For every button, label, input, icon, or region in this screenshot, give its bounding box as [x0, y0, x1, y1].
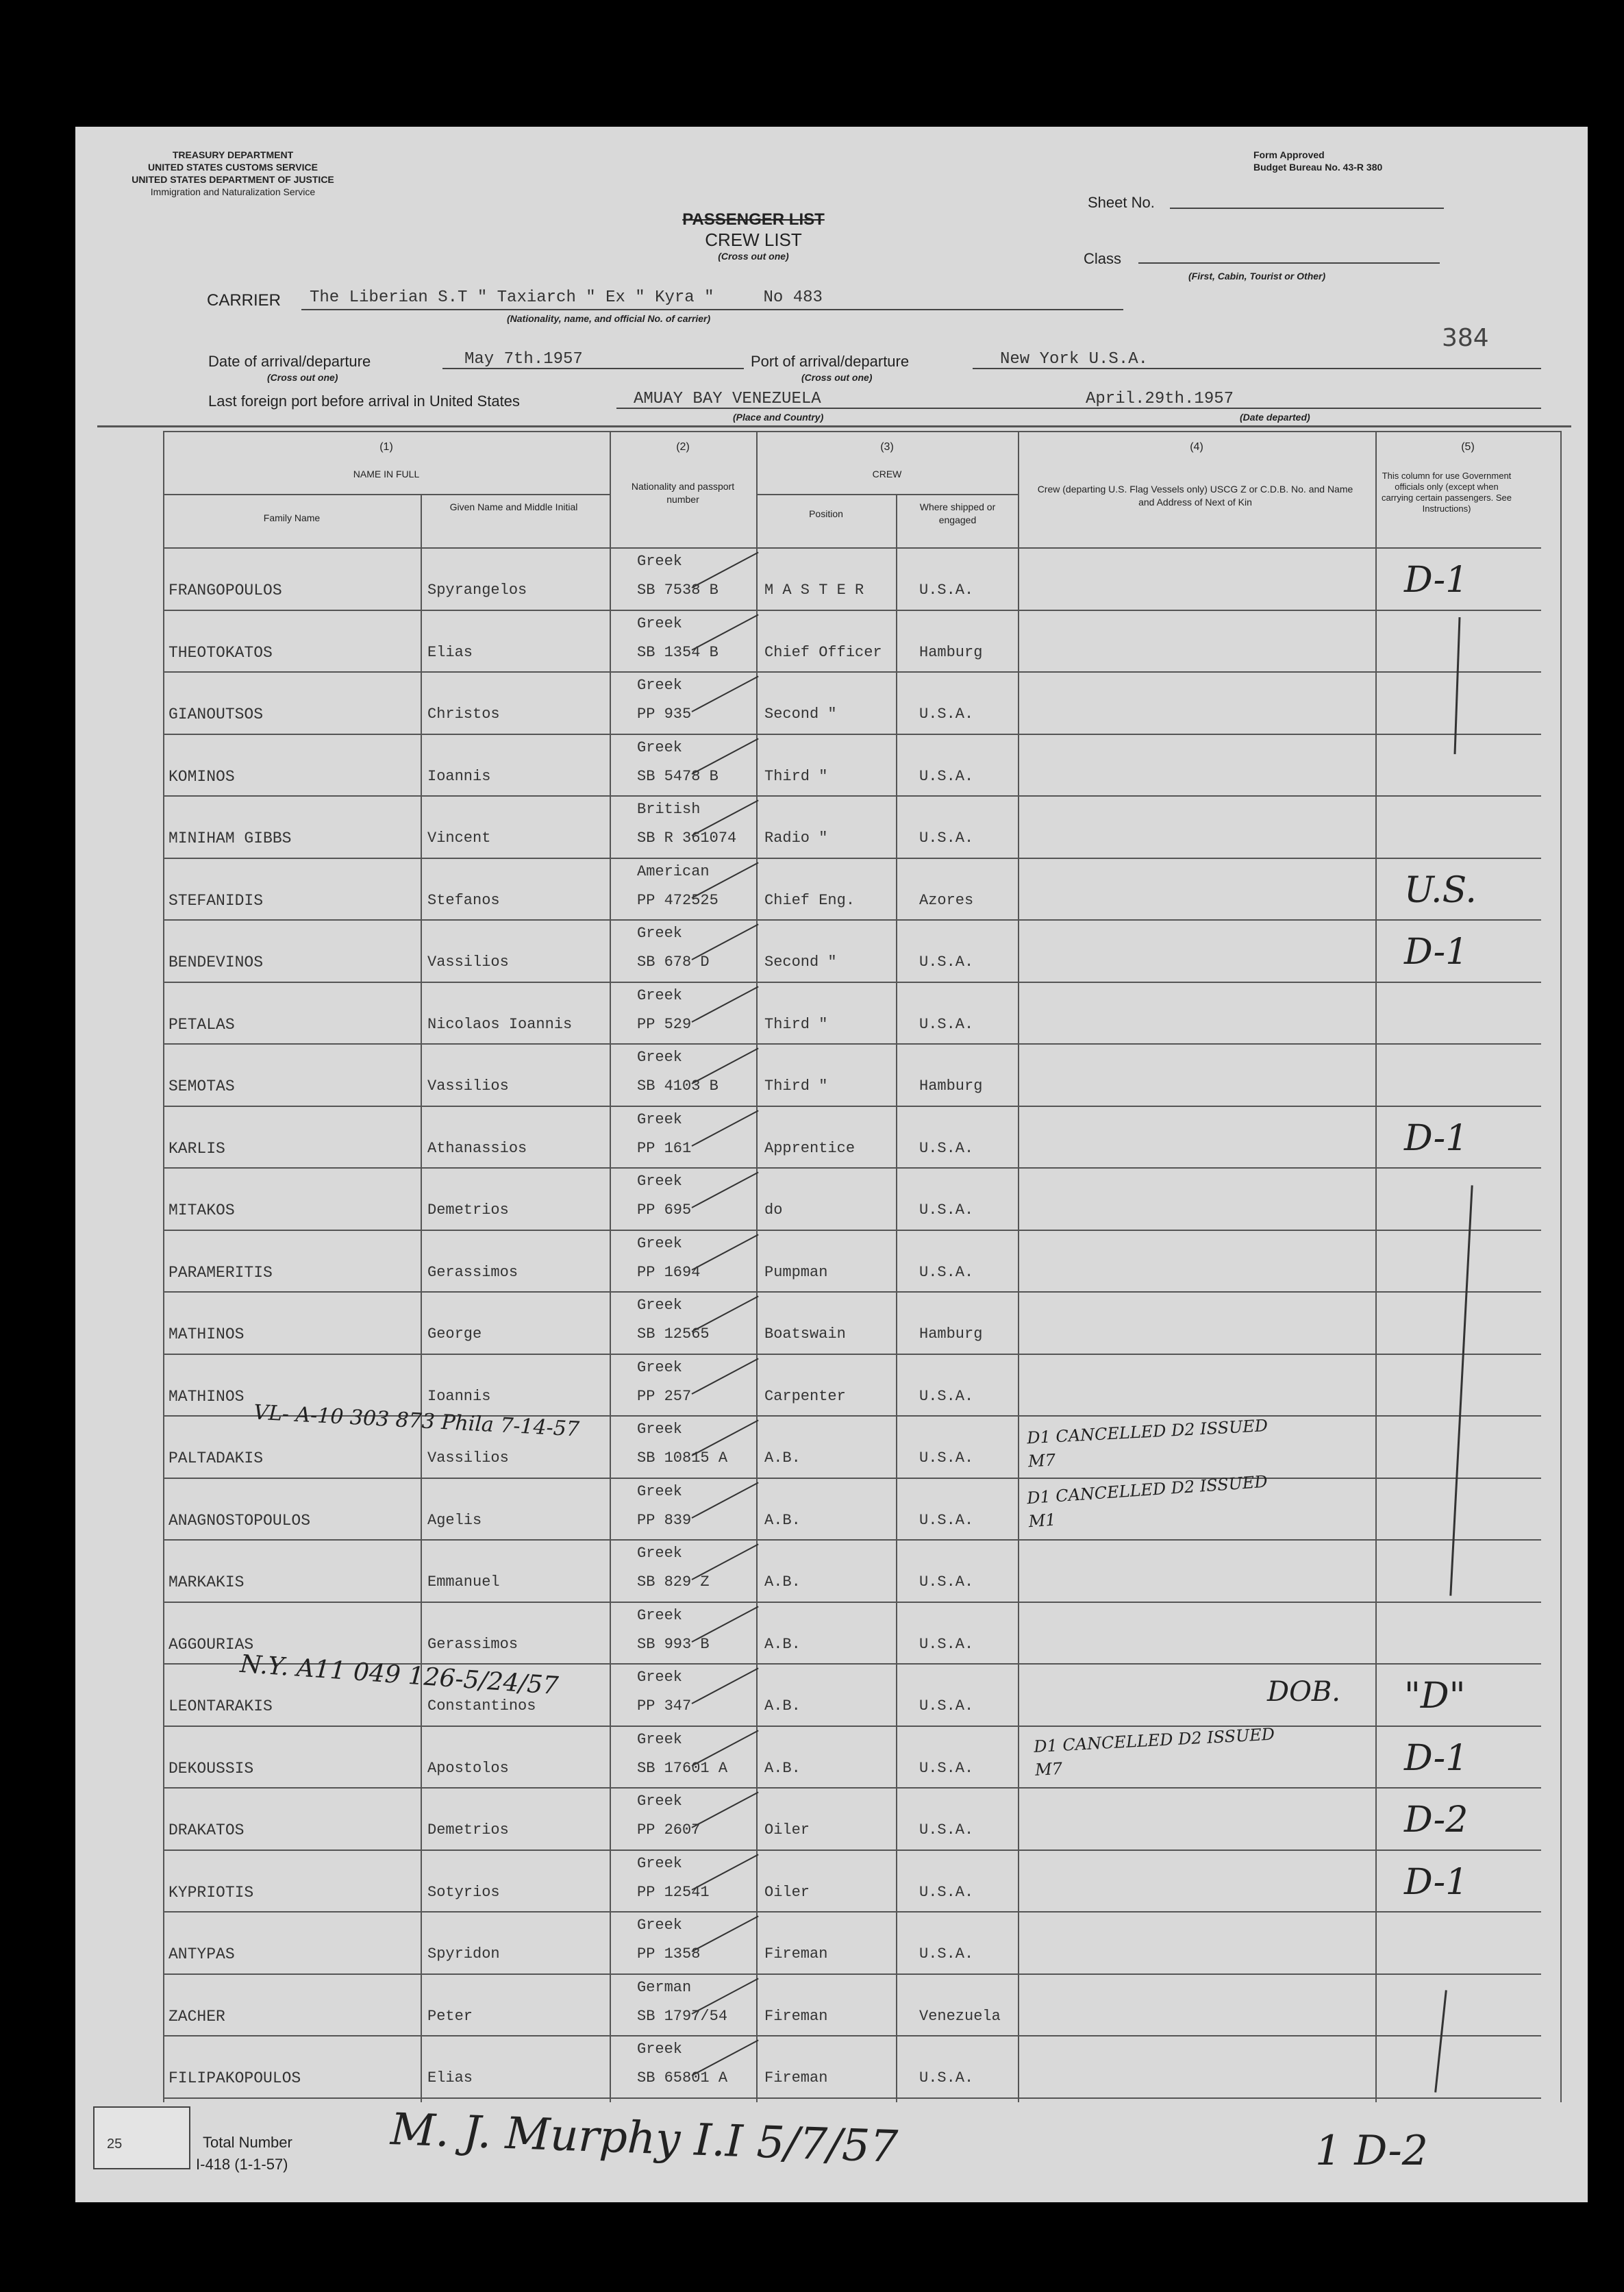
row-divider	[163, 610, 1541, 611]
passport-number: SB 7538 B	[637, 582, 719, 599]
pen-strike-passport	[692, 1667, 759, 1704]
given-name: Ioannis	[427, 768, 491, 785]
class-label: Class	[1084, 250, 1122, 267]
row-divider	[163, 1726, 1541, 1727]
col4-description: Crew (departing U.S. Flag Vessels only) USCG Z or C.D.B. No. and Name and Address of Next of Kin	[1037, 484, 1353, 508]
agency-line-4: Immigration and Naturalization Service	[150, 186, 316, 197]
crew-position: A.B.	[764, 1573, 801, 1591]
table-top-border-2	[163, 431, 1560, 432]
row-divider	[163, 795, 1541, 797]
total-number-box	[93, 2106, 190, 2169]
shipped-where: U.S.A.	[919, 1016, 974, 1033]
nationality: Greek	[637, 2041, 683, 2058]
date-departed-line	[1055, 408, 1541, 409]
given-name: Stefanos	[427, 892, 500, 909]
crew-position: Pumpman	[764, 1264, 828, 1281]
col-given-header: Given Name and Middle Initial	[449, 501, 578, 512]
crew-position: do	[764, 1201, 783, 1219]
row-divider	[163, 1911, 1541, 1913]
shipped-where: U.S.A.	[919, 954, 974, 971]
family-name: DRAKATOS	[168, 1821, 245, 1839]
pen-strike-passport	[692, 1171, 759, 1208]
family-name: MATHINOS	[168, 1325, 245, 1343]
col-divider-nat	[756, 431, 758, 2102]
paltadakis-note: VL- A-10 303 873 Phila 7-14-57	[253, 1400, 580, 1442]
total-number-label: Total Number	[203, 2134, 292, 2151]
port-value: New York U.S.A.	[1000, 350, 1149, 369]
date-hint: (Cross out one)	[267, 372, 338, 383]
row-divider	[163, 1043, 1541, 1045]
passport-number: SB 1354 B	[637, 644, 719, 661]
budget-bureau: Budget Bureau No. 43-R 380	[1253, 162, 1383, 173]
nationality: Greek	[637, 1049, 683, 1066]
crew-position: M A S T E R	[764, 582, 864, 599]
passport-number: PP 257	[637, 1388, 692, 1405]
shipped-where: U.S.A.	[919, 1945, 974, 1963]
family-name: MATHINOS	[168, 1388, 245, 1406]
given-name: Ioannis	[427, 1388, 491, 1405]
list-title-block	[651, 210, 856, 262]
shipped-where: U.S.A.	[919, 1697, 974, 1715]
family-name: ANTYPAS	[168, 1945, 235, 1963]
family-name: ANAGNOSTOPOULOS	[168, 1512, 311, 1530]
row-divider	[163, 1167, 1541, 1169]
carrier-hint: (Nationality, name, and official No. of carrier)	[507, 313, 711, 324]
sheet-no-line	[1170, 208, 1444, 209]
port-line	[973, 368, 1541, 369]
given-name: Agelis	[427, 1512, 482, 1529]
family-name: KYPRIOTIS	[168, 1884, 254, 1902]
nationality: Greek	[637, 1545, 683, 1562]
family-name: SEMOTAS	[168, 1078, 235, 1095]
c4-note-dekoussis: D1 CANCELLED D2 ISSUED M7	[1033, 1724, 1275, 1780]
nationality: Greek	[637, 1855, 683, 1872]
passport-number: PP 12541	[637, 1884, 710, 1901]
class-hint: (First, Cabin, Tourist or Other)	[1188, 271, 1326, 282]
crew-position: A.B.	[764, 1760, 801, 1777]
passport-number: SB 993 B	[637, 1636, 710, 1653]
given-name: Demetrios	[427, 1821, 509, 1839]
shipped-where: U.S.A.	[919, 1512, 974, 1529]
given-name: Nicolaos Ioannis	[427, 1016, 573, 1033]
passport-number: SB 1797/54	[637, 2008, 728, 2025]
row-divider	[163, 1230, 1541, 1231]
shipped-where: Venezuela	[919, 2008, 1001, 2025]
nationality: Greek	[637, 615, 683, 632]
passport-number: PP 695	[637, 1201, 692, 1219]
c5-disposition: D-1	[1404, 1118, 1469, 1159]
crew-position: Oiler	[764, 1821, 810, 1839]
given-name: Apostolos	[427, 1760, 509, 1777]
shipped-where: U.S.A.	[919, 2069, 974, 2087]
nationality: Greek	[637, 677, 683, 694]
given-name: Elias	[427, 2069, 473, 2087]
nationality: Greek	[637, 1483, 683, 1500]
crew-subheader-line	[756, 494, 1018, 495]
family-name: PETALAS	[168, 1016, 235, 1034]
family-name: KOMINOS	[168, 768, 235, 786]
crew-position: Third "	[764, 1016, 828, 1033]
last-port-label: Last foreign port before arrival in United States	[208, 393, 520, 410]
family-name: PARAMERITIS	[168, 1264, 273, 1282]
carrier-line	[301, 309, 1123, 310]
shipped-where: U.S.A.	[919, 1140, 974, 1157]
nationality: Greek	[637, 1235, 683, 1252]
shipped-where: U.S.A.	[919, 1821, 974, 1839]
pen-strike-passport	[692, 1295, 759, 1332]
crew-position: Carpenter	[764, 1388, 846, 1405]
passport-number: SB 5478 B	[637, 768, 719, 785]
pen-strike-passport	[692, 1047, 759, 1084]
shipped-where: U.S.A.	[919, 830, 974, 847]
crew-position: A.B.	[764, 1697, 801, 1715]
shipped-where: Hamburg	[919, 1325, 983, 1343]
passport-number: PP 472525	[637, 892, 719, 909]
family-name: THEOTOKATOS	[168, 644, 273, 662]
crew-position: Fireman	[764, 2008, 828, 2025]
crew-position: A.B.	[764, 1636, 801, 1653]
shipped-where: U.S.A.	[919, 1449, 974, 1467]
crew-list-form	[75, 127, 1588, 2202]
col-where-header: Where shipped or engaged	[919, 501, 996, 525]
dob-note: DOB.	[1267, 1676, 1340, 1708]
passport-number: SB 4103 B	[637, 1078, 719, 1095]
nationality: Greek	[637, 1917, 683, 1934]
nationality: Greek	[637, 739, 683, 756]
name-subheader-line	[163, 494, 610, 495]
pen-strike-passport	[692, 1606, 759, 1642]
agency-line-3: UNITED STATES DEPARTMENT OF JUSTICE	[132, 174, 334, 185]
nationality: Greek	[637, 1173, 683, 1190]
pen-strike-passport	[692, 1543, 759, 1580]
date-line	[442, 368, 744, 369]
given-name: Vassilios	[427, 954, 509, 971]
family-name: BENDEVINOS	[168, 954, 264, 971]
crew-position: Chief Officer	[764, 644, 882, 661]
nationality: Greek	[637, 1359, 683, 1376]
row-divider	[163, 1106, 1541, 1107]
footer-disposition: 1 D-2	[1315, 2127, 1428, 2175]
pen-strike-passport	[692, 614, 759, 650]
nationality: Greek	[637, 987, 683, 1004]
date-value: May 7th.1957	[464, 350, 583, 369]
family-name: GIANOUTSOS	[168, 706, 264, 723]
row-divider	[163, 2035, 1541, 2036]
nationality: Greek	[637, 1607, 683, 1624]
shipped-where: Azores	[919, 892, 974, 909]
sheet-no-label: Sheet No.	[1088, 194, 1155, 211]
shipped-where: U.S.A.	[919, 1201, 974, 1219]
family-name: DEKOUSSIS	[168, 1760, 254, 1778]
row-divider	[163, 1291, 1541, 1293]
given-name: George	[427, 1325, 482, 1343]
crew-position: Third "	[764, 768, 828, 785]
crew-position: Second "	[764, 706, 837, 723]
crew-position: A.B.	[764, 1449, 801, 1467]
last-port-value: AMUAY BAY VENEZUELA	[634, 390, 821, 408]
crew-position: Third "	[764, 1078, 828, 1095]
carrier-label: CARRIER	[207, 291, 282, 310]
passport-number: PP 347	[637, 1697, 692, 1715]
passport-number: PP 935	[637, 706, 692, 723]
passport-number: SB 65801 A	[637, 2069, 728, 2087]
passport-number: SB R 361074	[637, 830, 737, 847]
shipped-where: U.S.A.	[919, 1573, 974, 1591]
passport-number: PP 1358	[637, 1945, 701, 1963]
pen-strike-passport	[692, 1482, 759, 1518]
crew-position: Oiler	[764, 1884, 810, 1901]
c4-note-anagnostopoulos: D1 CANCELLED D2 ISSUED M1	[1026, 1471, 1269, 1532]
form-approved-block	[1253, 149, 1382, 173]
c5-pen-line-2	[1449, 1185, 1473, 1595]
nationality: American	[637, 863, 710, 880]
passport-number: SB 12565	[637, 1325, 710, 1343]
port-hint: (Cross out one)	[801, 372, 873, 383]
col5-number: (5)	[1461, 441, 1475, 453]
date-label: Date of arrival/departure	[208, 353, 371, 370]
cross-out-hint: (Cross out one)	[718, 251, 789, 262]
row-divider	[163, 1478, 1541, 1479]
shipped-where: U.S.A.	[919, 1884, 974, 1901]
crew-position: A.B.	[764, 1512, 801, 1529]
port-label: Port of arrival/departure	[751, 353, 910, 370]
col4-number: (4)	[1190, 441, 1203, 453]
passport-number: SB 10815 A	[637, 1449, 728, 1467]
row-divider	[163, 982, 1541, 983]
col-divider-pos	[896, 494, 897, 2102]
given-name: Athanassios	[427, 1140, 527, 1157]
nationality: German	[637, 1979, 692, 1996]
row-divider	[163, 1787, 1541, 1789]
pen-strike-passport	[692, 986, 759, 1022]
pen-strike-passport	[692, 1915, 759, 1952]
crew-position: Boatswain	[764, 1325, 846, 1343]
given-name: Emmanuel	[427, 1573, 500, 1591]
crew-position: Fireman	[764, 2069, 828, 2087]
nationality: Greek	[637, 1793, 683, 1810]
leontarakis-note: N.Y. A11 049 126-5/24/57	[239, 1649, 560, 1701]
col-divider-name	[610, 431, 611, 2102]
row-divider	[163, 1973, 1541, 1975]
passport-number: SB 829 Z	[637, 1573, 710, 1591]
last-port-line	[616, 408, 1103, 409]
row-divider	[163, 1354, 1541, 1355]
pen-strike-passport	[692, 738, 759, 774]
col-right-border	[1560, 431, 1562, 2102]
c4-note-paltadakis: D1 CANCELLED D2 ISSUED M7	[1026, 1416, 1269, 1471]
crew-position: Second "	[764, 954, 837, 971]
shipped-where: U.S.A.	[919, 1760, 974, 1777]
col-family-header: Family Name	[263, 512, 321, 523]
nationality: Greek	[637, 925, 683, 942]
crew-position: Fireman	[764, 1945, 828, 1963]
shipped-where: U.S.A.	[919, 1388, 974, 1405]
shipped-where: U.S.A.	[919, 768, 974, 785]
pen-strike-passport	[692, 1791, 759, 1828]
agency-block	[89, 149, 377, 198]
col3-number: (3)	[880, 441, 894, 453]
pen-strike-passport	[692, 1110, 759, 1146]
c5-pen-line-3	[1434, 1990, 1447, 2092]
passenger-list-title: PASSENGER LIST	[682, 210, 825, 229]
col-crew-header: CREW	[872, 469, 902, 479]
shipped-where: U.S.A.	[919, 1636, 974, 1653]
crew-position: Chief Eng.	[764, 892, 855, 909]
row-divider	[163, 671, 1541, 673]
nationality: Greek	[637, 1297, 683, 1314]
passport-number: SB 678 D	[637, 954, 710, 971]
passport-number: PP 161	[637, 1140, 692, 1157]
carrier-value: The Liberian S.T " Taxiarch " Ex " Kyra " No 483	[310, 288, 823, 307]
col-divider-family	[421, 494, 422, 2102]
given-name: Demetrios	[427, 1201, 509, 1219]
given-name: Spyrangelos	[427, 582, 527, 599]
crew-position: Apprentice	[764, 1140, 855, 1157]
date-departed-hint: (Date departed)	[1240, 412, 1310, 423]
passport-number: PP 1694	[637, 1264, 701, 1281]
col-position-header: Position	[809, 508, 843, 519]
nationality: British	[637, 801, 701, 818]
passport-number: PP 529	[637, 1016, 692, 1033]
shipped-where: U.S.A.	[919, 582, 974, 599]
family-name: FRANGOPOULOS	[168, 582, 282, 599]
header-bottom-line	[163, 547, 1375, 549]
row-divider	[163, 2097, 1541, 2099]
col-divider-crew	[1018, 431, 1019, 2102]
family-name: MITAKOS	[168, 1201, 235, 1219]
inspector-signature: M. J. Murphy I.I 5/7/57	[389, 2104, 899, 2173]
class-line	[1138, 262, 1440, 264]
nationality: Greek	[637, 1111, 683, 1128]
family-name: LEONTARAKIS	[168, 1697, 273, 1715]
pen-strike-passport	[692, 1854, 759, 1890]
form-number: I-418 (1-1-57)	[196, 2156, 288, 2173]
form-approved: Form Approved	[1253, 149, 1325, 160]
agency-line-1: TREASURY DEPARTMENT	[172, 149, 294, 160]
pen-strike-passport	[692, 675, 759, 712]
shipped-where: U.S.A.	[919, 706, 974, 723]
col5-description: This column for use Government officials only (except when carrying certain passengers. See Instructions)	[1381, 471, 1512, 514]
row-divider	[163, 1602, 1541, 1603]
agency-line-2: UNITED STATES CUSTOMS SERVICE	[148, 162, 318, 173]
col-divider-c4	[1375, 431, 1377, 2102]
family-name: KARLIS	[168, 1140, 225, 1158]
family-name: AGGOURIAS	[168, 1636, 254, 1654]
col1-number: (1)	[379, 441, 393, 453]
c5-disposition: D-1	[1404, 1862, 1469, 1903]
c5-disposition: D-2	[1404, 1799, 1469, 1841]
last-port-hint: (Place and Country)	[733, 412, 824, 423]
given-name: Vassilios	[427, 1078, 509, 1095]
given-name: Sotyrios	[427, 1884, 500, 1901]
given-name: Christos	[427, 706, 500, 723]
row-divider	[163, 1539, 1541, 1541]
crew-position: Radio "	[764, 830, 828, 847]
given-name: Constantinos	[427, 1697, 536, 1715]
c5-disposition: "D"	[1404, 1676, 1466, 1717]
passport-number: PP 839	[637, 1512, 692, 1529]
given-name: Vincent	[427, 830, 491, 847]
nationality: Greek	[637, 1731, 683, 1748]
table-top-border	[97, 425, 1571, 427]
nationality: Greek	[637, 553, 683, 570]
nationality: Greek	[637, 1421, 683, 1438]
pen-strike-passport	[692, 1234, 759, 1270]
given-name: Spyridon	[427, 1945, 500, 1963]
passport-number: SB 17601 A	[637, 1760, 728, 1777]
date-departed-value: April.29th.1957	[1086, 390, 1234, 408]
c5-disposition: D-1	[1404, 932, 1469, 973]
col-left-border	[163, 431, 164, 2102]
family-name: ZACHER	[168, 2008, 225, 2026]
family-name: MINIHAM GIBBS	[168, 830, 292, 847]
pen-strike-passport	[692, 1358, 759, 1394]
crew-list-title: CREW LIST	[705, 229, 802, 250]
row-divider	[163, 919, 1541, 921]
given-name: Gerassimos	[427, 1264, 519, 1281]
family-name: PALTADAKIS	[168, 1449, 264, 1467]
passport-number: PP 2607	[637, 1821, 701, 1839]
col1-title: NAME IN FULL	[353, 469, 420, 479]
c5-disposition: D-1	[1404, 560, 1469, 601]
nationality: Greek	[637, 1669, 683, 1686]
shipped-where: U.S.A.	[919, 1264, 974, 1281]
stamp-number: 384	[1442, 324, 1489, 352]
row-divider	[163, 858, 1541, 859]
given-name: Peter	[427, 2008, 473, 2025]
pen-strike-passport	[692, 551, 759, 588]
pen-strike-passport	[692, 923, 759, 960]
shipped-where: Hamburg	[919, 1078, 983, 1095]
family-name: MARKAKIS	[168, 1573, 245, 1591]
given-name: Gerassimos	[427, 1636, 519, 1653]
shipped-where: Hamburg	[919, 644, 983, 661]
given-name: Elias	[427, 644, 473, 661]
c5-disposition: D-1	[1404, 1738, 1469, 1779]
total-number-value: 25	[107, 2137, 123, 2152]
col2-number: (2)	[676, 441, 690, 453]
row-divider	[163, 1849, 1541, 1851]
c5-header-line	[1375, 547, 1541, 549]
col-nationality-header: Nationality and passport number	[631, 481, 735, 505]
family-name: STEFANIDIS	[168, 892, 264, 910]
given-name: Vassilios	[427, 1449, 509, 1467]
row-divider	[163, 734, 1541, 735]
c5-disposition: U.S.	[1404, 870, 1477, 911]
family-name: FILIPAKOPOULOS	[168, 2069, 301, 2087]
